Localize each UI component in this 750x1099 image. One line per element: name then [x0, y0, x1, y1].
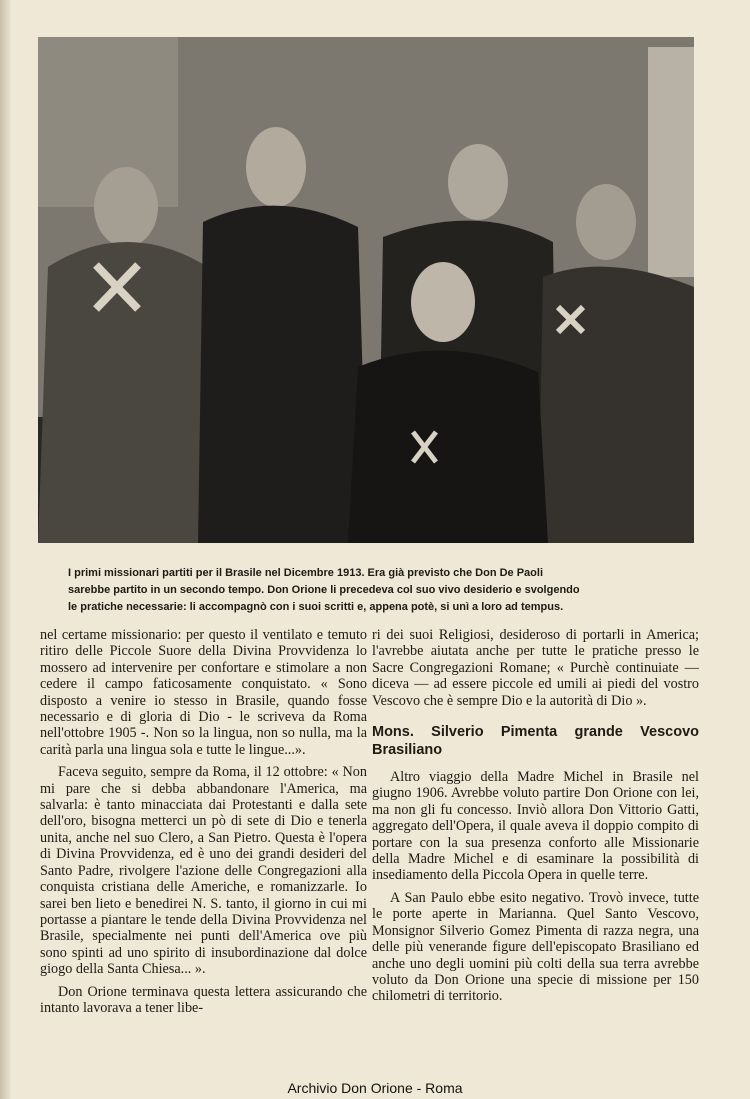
figure-3-head: [448, 144, 508, 220]
figure-4-head: [576, 184, 636, 260]
right-paragraph-1: ri dei suoi Religiosi, desideroso di portarli in America; l'avrebbe aiutata anche per tutte le pratiche presso le Sacre Congregazioni Romane; « Purchè continuiate — diceva — ad essere piccole ed umili ai piedi del vostro Vescovo che è sempre Dio e la autorità di Dio ».: [372, 627, 699, 709]
figure-5-head: [411, 262, 475, 342]
figure-1-body: [38, 242, 223, 543]
photo-caption: [68, 565, 668, 616]
left-paragraph-1: nel certame missionario: per questo il ventilato e temuto ritiro delle Piccole Suore della Divina Provvidenza lo mossero ad intervenire per confortare e stimolare a non cedere il campo faticosamente conquistato. « Sono disposto a venire io stesso in Brasile, quando fosse necessario e di gloria di Dio - le scriveva da Roma nell'ottobre 1905 -. Non so la lingua, non so nulla, ma la carità parla una lingua sola e tutte le lingue...».: [40, 627, 367, 758]
photo-frame-right: [648, 47, 694, 277]
left-paragraph-2: Faceva seguito, sempre da Roma, il 12 ottobre: « Non mi pare che si debba abbandonare l'America, ma salvarla: è tanto minacciata dai Protestanti e dalla sete dell'oro, bisogna metterci un pò di sete di Dio e tenerla unita, anche nel suo Clero, a San Pietro. Questa è l'opera di Divina Provvidenza, ed è uno dei grandi desideri del Santo Padre, rivolgere l'azione delle Congregazioni alla conquista cristiana delle Americhe, e romanizzarle. Io sarei ben lieto e benedirei N. S. tanto, il giorno in cui mi portasse a piantare le tende della Divina Provvidenza nel Brasile, specialmente nei punti dell'America ove più sono spinti ad uno spirito di insubordinazione dal dolce giogo della Santa Chiesa... ».: [40, 764, 367, 978]
caption-line-3: le pratiche necessarie: li accompagnò con i suoi scritti e, appena potè, si unì a loro ad tempus.: [68, 601, 564, 613]
left-column: [40, 627, 367, 1022]
right-paragraph-3: A San Paulo ebbe esito negativo. Trovò invece, tutte le porte aperte in Marianna. Quel Santo Vescovo, Monsignor Silverio Gomez Pimenta di razza negra, una delle più venerande figure dell'episcopato Brasiliano ed anche uno degli uomini più colti della sua terra avrebbe voluto da Don Orione una specie di missione per 150 chilometri di territorio.: [372, 889, 699, 1005]
right-column: [372, 627, 699, 1011]
caption-line-1: I primi missionari partiti per il Brasile nel Dicembre 1913. Era già previsto che Don De Paoli: [68, 567, 544, 579]
page-edge: [0, 0, 12, 1099]
left-paragraph-3: Don Orione terminava questa lettera assicurando che intanto lavorava a tener libe-: [40, 983, 367, 1016]
figure-2-head: [246, 127, 306, 207]
archive-watermark: Archivio Don Orione - Roma: [287, 1080, 463, 1096]
figure-1-head: [94, 167, 158, 247]
caption-line-2: sarebbe partito in un secondo tempo. Don Orione li precedeva col suo vivo desiderio e svolgendo: [68, 584, 580, 596]
photo-illustration: [38, 37, 694, 543]
right-paragraph-2: Altro viaggio della Madre Michel in Brasile nel giugno 1906. Avrebbe voluto partire Don Orione con lei, ma non gli fu concesso. Inviò allora Don Vittorio Gatti, aggregato dell'Opera, il quale aveva il doppio compito di portare con la sua presenza conforto alle Missionarie della Madre Michel e di esaminare la possibilità di insediamento della Piccola Opera in quelle terre.: [372, 769, 699, 884]
missionaries-photo: [38, 37, 694, 543]
figure-2-body: [198, 206, 368, 543]
section-heading: Mons. Silverio Pimenta grande Vescovo Brasiliano: [372, 724, 699, 759]
figure-5-body: [348, 351, 548, 543]
